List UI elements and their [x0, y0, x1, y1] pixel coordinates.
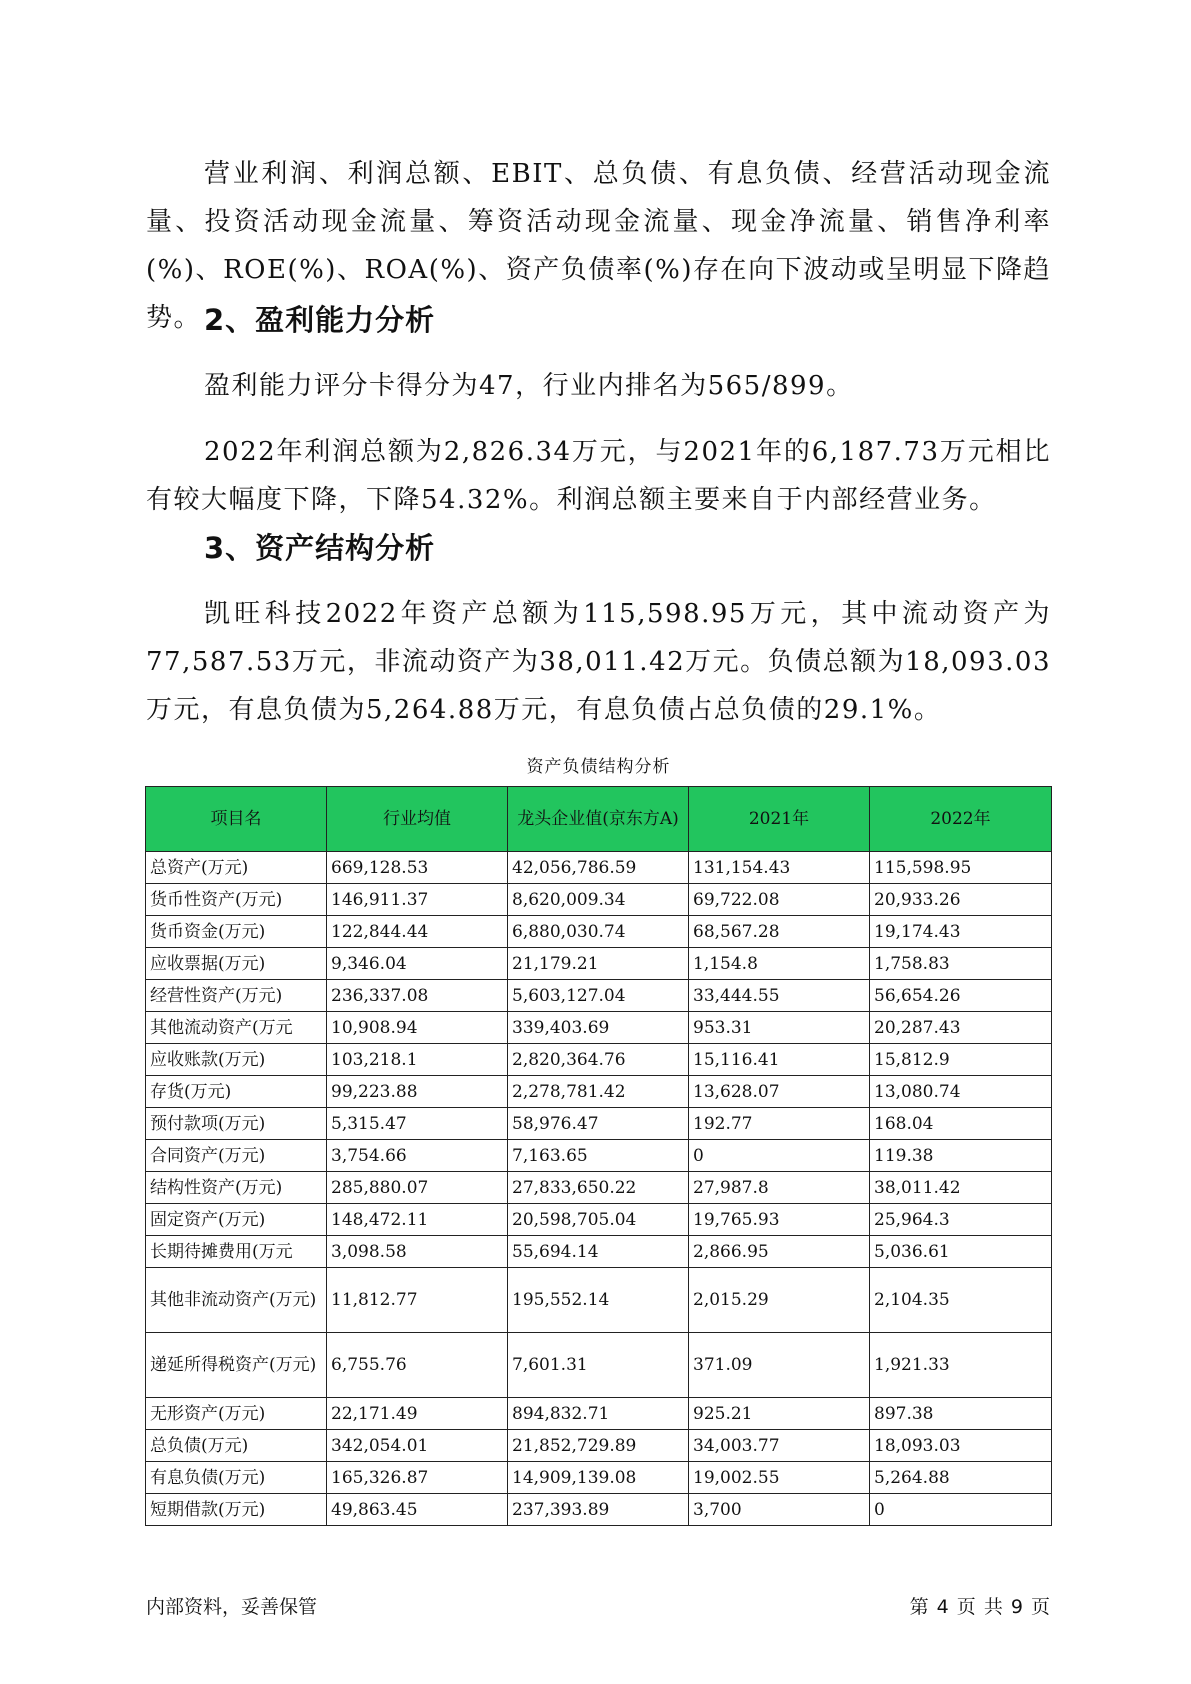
table-cell: 其他非流动资产(万元)	[146, 1268, 327, 1333]
table-cell: 897.38	[870, 1398, 1052, 1430]
table-cell: 合同资产(万元)	[146, 1140, 327, 1172]
table-row	[146, 1076, 1052, 1108]
table-cell: 49,863.45	[327, 1494, 508, 1526]
table-cell: 0	[689, 1140, 870, 1172]
footer-confidential-note: 内部资料，妥善保管	[146, 1596, 318, 1618]
paragraph-profit-total: 2022年利润总额为2,826.34万元，与2021年的6,187.73万元相比有较大幅度下降，下降54.32%。利润总额主要来自于内部经营业务。	[146, 437, 1051, 515]
table-cell: 21,852,729.89	[508, 1430, 689, 1462]
table-cell: 5,603,127.04	[508, 980, 689, 1012]
table-cell: 递延所得税资产(万元)	[146, 1333, 327, 1398]
table-cell: 894,832.71	[508, 1398, 689, 1430]
column-header: 行业均值	[327, 787, 508, 852]
table-cell: 2,820,364.76	[508, 1044, 689, 1076]
table-cell: 19,002.55	[689, 1462, 870, 1494]
table-row	[146, 1172, 1052, 1204]
table-row	[146, 1108, 1052, 1140]
table-cell: 148,472.11	[327, 1204, 508, 1236]
column-header: 项目名	[146, 787, 327, 852]
table-cell: 19,174.43	[870, 916, 1052, 948]
table-cell: 20,598,705.04	[508, 1204, 689, 1236]
paragraph-profit-score: 盈利能力评分卡得分为47，行业内排名为565/899。	[204, 371, 854, 401]
table-row	[146, 948, 1052, 980]
table-cell: 0	[870, 1494, 1052, 1526]
table-cell: 货币资金(万元)	[146, 916, 327, 948]
table-header-row	[146, 787, 1052, 852]
table-cell: 55,694.14	[508, 1236, 689, 1268]
table-row	[146, 916, 1052, 948]
table-cell: 168.04	[870, 1108, 1052, 1140]
table-cell: 15,116.41	[689, 1044, 870, 1076]
table-cell: 953.31	[689, 1012, 870, 1044]
table-row	[146, 1494, 1052, 1526]
table-cell: 285,880.07	[327, 1172, 508, 1204]
table-cell: 69,722.08	[689, 884, 870, 916]
table-cell: 192.77	[689, 1108, 870, 1140]
table-cell: 20,287.43	[870, 1012, 1052, 1044]
table-cell: 应收账款(万元)	[146, 1044, 327, 1076]
table-row	[146, 1012, 1052, 1044]
table-row	[146, 980, 1052, 1012]
table-cell: 25,964.3	[870, 1204, 1052, 1236]
table-cell: 195,552.14	[508, 1268, 689, 1333]
table-cell: 15,812.9	[870, 1044, 1052, 1076]
table-cell: 预付款项(万元)	[146, 1108, 327, 1140]
table-cell: 3,754.66	[327, 1140, 508, 1172]
table-cell: 371.09	[689, 1333, 870, 1398]
table-cell: 38,011.42	[870, 1172, 1052, 1204]
table-cell: 33,444.55	[689, 980, 870, 1012]
table-cell: 6,755.76	[327, 1333, 508, 1398]
column-header: 龙头企业值(京东方A)	[508, 787, 689, 852]
table-cell: 10,908.94	[327, 1012, 508, 1044]
table-cell: 1,921.33	[870, 1333, 1052, 1398]
table-row	[146, 1430, 1052, 1462]
table-row	[146, 1236, 1052, 1268]
table-row	[146, 1204, 1052, 1236]
table-cell: 8,620,009.34	[508, 884, 689, 916]
table-cell: 236,337.08	[327, 980, 508, 1012]
balance-structure-table	[145, 786, 1052, 1526]
column-header: 2021年	[689, 787, 870, 852]
column-header: 2022年	[870, 787, 1052, 852]
table-row	[146, 1333, 1052, 1398]
table-cell: 42,056,786.59	[508, 852, 689, 884]
table-cell: 13,628.07	[689, 1076, 870, 1108]
paragraph-asset-summary: 凯旺科技2022年资产总额为115,598.95万元，其中流动资产为77,587.53万元，非流动资产为38,011.42万元。负债总额为18,093.03万元，有息负债为5,264.88万元，有息负债占总负债的29.1%。	[146, 599, 1051, 725]
table-cell: 18,093.03	[870, 1430, 1052, 1462]
table-cell: 27,833,650.22	[508, 1172, 689, 1204]
table-cell: 122,844.44	[327, 916, 508, 948]
table-cell: 58,976.47	[508, 1108, 689, 1140]
table-row	[146, 1268, 1052, 1333]
table-cell: 165,326.87	[327, 1462, 508, 1494]
table-cell: 115,598.95	[870, 852, 1052, 884]
table-cell: 1,758.83	[870, 948, 1052, 980]
table-cell: 237,393.89	[508, 1494, 689, 1526]
table-cell: 21,179.21	[508, 948, 689, 980]
table-cell: 无形资产(万元)	[146, 1398, 327, 1430]
table-cell: 总负债(万元)	[146, 1430, 327, 1462]
table-cell: 925.21	[689, 1398, 870, 1430]
table-cell: 经营性资产(万元)	[146, 980, 327, 1012]
table-row	[146, 1140, 1052, 1172]
table-cell: 13,080.74	[870, 1076, 1052, 1108]
table-row	[146, 852, 1052, 884]
table-cell: 56,654.26	[870, 980, 1052, 1012]
table-cell: 5,036.61	[870, 1236, 1052, 1268]
table-row	[146, 884, 1052, 916]
table-cell: 131,154.43	[689, 852, 870, 884]
table-cell: 20,933.26	[870, 884, 1052, 916]
table-cell: 6,880,030.74	[508, 916, 689, 948]
table-cell: 339,403.69	[508, 1012, 689, 1044]
table-cell: 结构性资产(万元)	[146, 1172, 327, 1204]
table-cell: 2,866.95	[689, 1236, 870, 1268]
table-cell: 短期借款(万元)	[146, 1494, 327, 1526]
table-cell: 34,003.77	[689, 1430, 870, 1462]
table-cell: 3,700	[689, 1494, 870, 1526]
table-cell: 146,911.37	[327, 884, 508, 916]
table-row	[146, 1462, 1052, 1494]
table-cell: 固定资产(万元)	[146, 1204, 327, 1236]
table-cell: 2,104.35	[870, 1268, 1052, 1333]
heading-profitability: 2、盈利能力分析	[204, 303, 436, 337]
table-cell: 有息负债(万元)	[146, 1462, 327, 1494]
table-cell: 99,223.88	[327, 1076, 508, 1108]
table-cell: 103,218.1	[327, 1044, 508, 1076]
table-cell: 9,346.04	[327, 948, 508, 980]
table-row	[146, 1398, 1052, 1430]
paragraph-trends: 营业利润、利润总额、EBIT、总负债、有息负债、经营活动现金流量、投资活动现金流量、筹资活动现金流量、现金净流量、销售净利率(%)、ROE(%)、ROA(%)、资产负债率(%)存在向下波动或呈明显下降趋势。	[146, 159, 1051, 333]
table-cell: 5,264.88	[870, 1462, 1052, 1494]
table-cell: 货币性资产(万元)	[146, 884, 327, 916]
table-cell: 总资产(万元)	[146, 852, 327, 884]
table-row	[146, 1044, 1052, 1076]
table-cell: 应收票据(万元)	[146, 948, 327, 980]
footer-page-number: 第 4 页 共 9 页	[909, 1596, 1051, 1618]
table-cell: 27,987.8	[689, 1172, 870, 1204]
table-cell: 11,812.77	[327, 1268, 508, 1333]
table-cell: 119.38	[870, 1140, 1052, 1172]
table-cell: 2,015.29	[689, 1268, 870, 1333]
table-cell: 22,171.49	[327, 1398, 508, 1430]
table-cell: 2,278,781.42	[508, 1076, 689, 1108]
table-cell: 其他流动资产(万元	[146, 1012, 327, 1044]
table-cell: 5,315.47	[327, 1108, 508, 1140]
heading-asset-structure: 3、资产结构分析	[204, 531, 436, 565]
table-cell: 14,909,139.08	[508, 1462, 689, 1494]
table-cell: 68,567.28	[689, 916, 870, 948]
table-cell: 342,054.01	[327, 1430, 508, 1462]
table-cell: 19,765.93	[689, 1204, 870, 1236]
table-cell: 长期待摊费用(万元	[146, 1236, 327, 1268]
table-cell: 3,098.58	[327, 1236, 508, 1268]
table-cell: 669,128.53	[327, 852, 508, 884]
table-cell: 7,601.31	[508, 1333, 689, 1398]
table-cell: 存货(万元)	[146, 1076, 327, 1108]
table-cell: 7,163.65	[508, 1140, 689, 1172]
table-cell: 1,154.8	[689, 948, 870, 980]
table-caption: 资产负债结构分析	[526, 757, 671, 777]
